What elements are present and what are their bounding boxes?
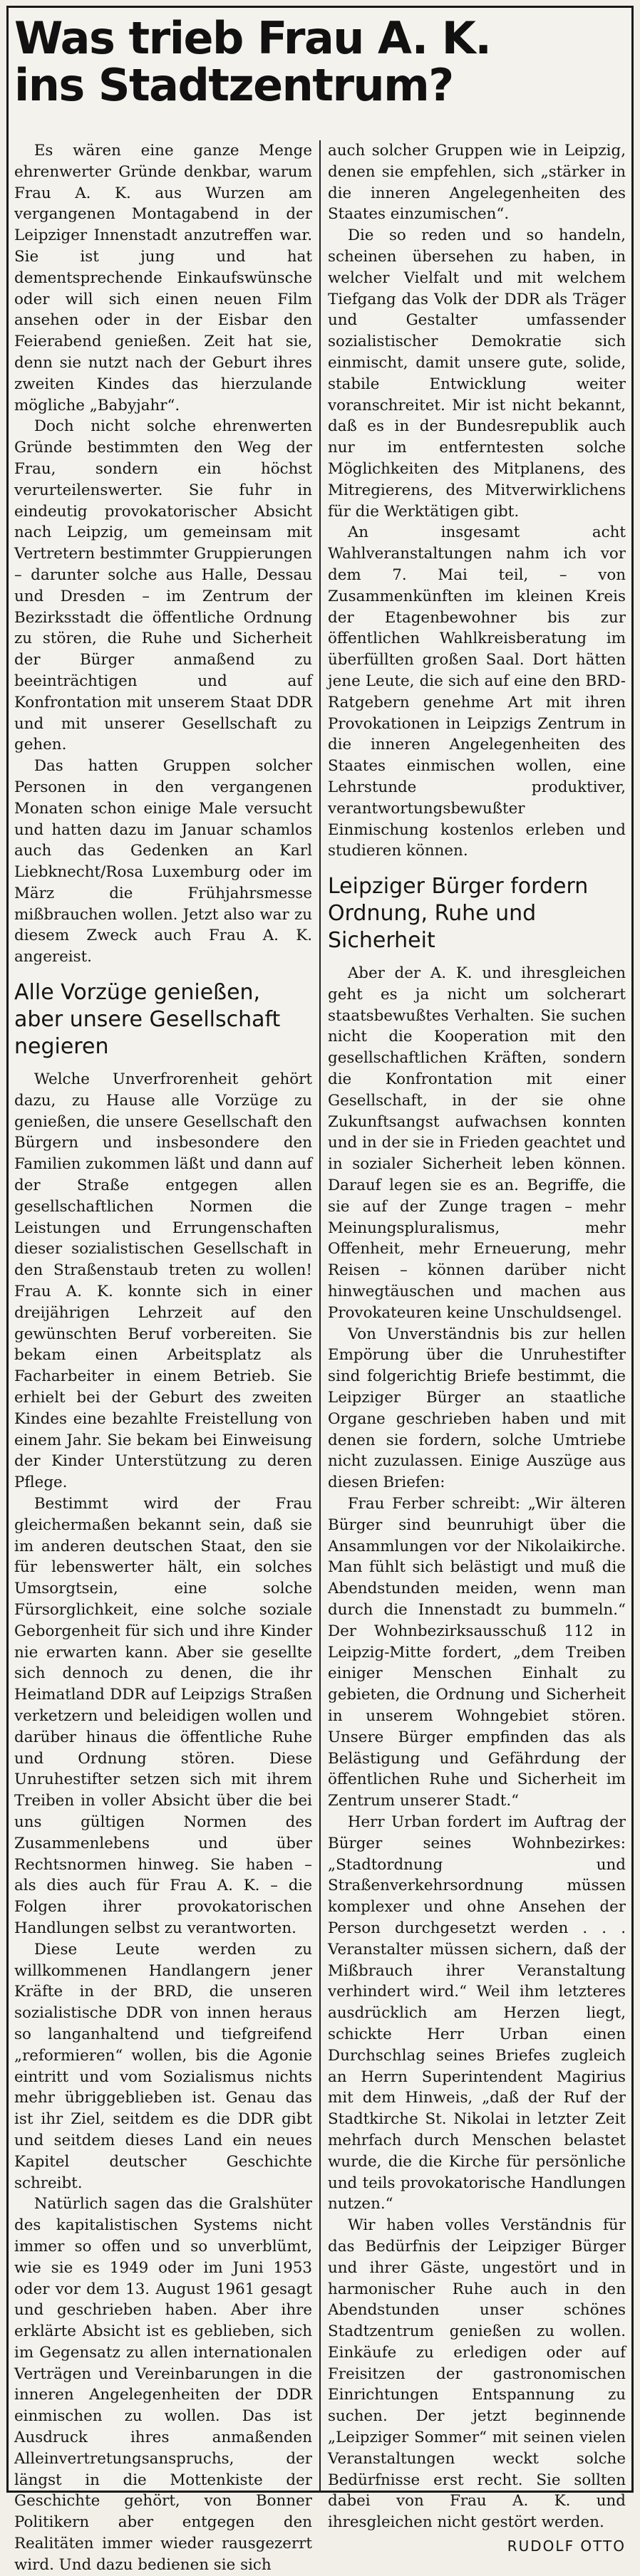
headline-line-2: ins Stadtzentrum? <box>14 59 453 111</box>
article-body <box>14 140 626 2574</box>
paragraph: auch solcher Gruppen wie in Leipzig, denen sie empfehlen, sich „stärker in die inneren Angelegenheiten des Staates einzumischen“. <box>328 142 626 224</box>
right-column <box>328 140 626 2555</box>
paragraph: Herr Urban fordert im Auftrag der Bürger seines Wohnbezirkes: „Stadtordnung und Straßenverkehrsordnung müssen komplexer und ohne Ansehen der Person durchgesetzt werden . . . Veranstalter müssen sichern, daß der Mißbrauch ihrer Veranstaltung verhindert wird.“ Weil ihm letzteres ausdrücklich am Herzen liegt, schickte Herr Urban einen Durchschlag seines Briefes zugleich an Herrn Superintendent Magirius mit dem Hinweis, „daß der Ruf der Stadtkirche St. Nikolai in letzter Zeit mehrfach durch Menschen belastet wurde, die die Kirche für persönliche und teils provokatorische Handlungen nutzen.“ <box>328 1813 626 2213</box>
headline <box>14 12 631 111</box>
paragraph: Von Unverständnis bis zur hellen Empörung über die Unruhestifter sind folgerichtig Briefe bestimmt, die Leipziger Bürger an staatliche Organe geschrieben haben und mit denen sie fordern, solche Umtriebe nicht zuzulassen. Einige Auszüge aus diesen Briefen: <box>328 1325 626 1492</box>
column-divider <box>319 140 321 2491</box>
paragraph: Welche Unverfrorenheit gehört dazu, zu Hause alle Vorzüge zu genießen, die unsere Gesellschaft den Bürgern und insbesondere den Familien zukommen läßt und dann auf der Straße entgegen allen gesellschaftlichen Normen die Leistungen und Errungenschaften dieser sozialistischen Gesellschaft in den Straßenstaub treten zu wollen! Frau A. K. konnte sich in einer dreijährigen Lehrzeit auf den gewünschten Beruf vorbereiten. Sie bekam einen Arbeitsplatz als Facharbeiter in einem Betrieb. Sie erhielt bei der Geburt des zweiten Kindes eine bezahlte Freistellung von einem Jahr. Sie bekam bei Einweisung der Kinder Unterstützung zu deren Pflege. <box>14 1070 312 1492</box>
paragraph: Wir haben volles Verständnis für das Bedürfnis der Leipziger Bürger und ihrer Gäste, ungestört und in harmonischer Ruhe auch in den Abendstunden unser schönes Stadtzentrum genießen zu wollen. Einkäufe zu erledigen oder auf Freisitzen der gastronomischen Einrichtungen Entspannung zu suchen. Der jetzt beginnende „Leipziger Sommer“ mit seinen vielen Veranstaltungen weckt solche Bedürfnisse erst recht. Sie sollten dabei von Frau A. K. und ihresgleichen nicht gestört werden. <box>328 2216 626 2532</box>
paragraph: Natürlich sagen das die Gralshüter des kapitalistischen Systems nicht immer so offen und so unverblümt, wie sie es 1949 oder im Juni 1953 oder vor dem 13. August 1961 gesagt und geschrieben haben. Aber ihre erklärte Absicht ist es geblieben, sich im Gegensatz zu allen internationalen Verträgen und Vereinbarungen in die inneren Angelegenheiten der DDR einmischen zu wollen. Das ist Ausdruck ihres anmaßenden Alleinvertretungsanspruchs, der längst in die Mottenkiste der Geschichte gehört, von Bonner Politikern aber entgegen den Realitäten immer wieder rausgezerrt wird. Und dazu bedienen sie sich <box>14 2195 312 2574</box>
author-byline: RUDOLF OTTO <box>507 2538 626 2555</box>
paragraph: An insgesamt acht Wahlveranstaltungen nahm ich vor dem 7. Mai teil, – von Zusammenkünften im kleinen Kreis der Etagenbewohner bis zur öffentlichen Wahlkreisberatung im überfüllten großen Saal. Dort hätten jene Leute, die sich auf eine den BRD-Ratgebern genehme Art mit ihren Provokationen in Leipzigs Zentrum in die inneren Angelegenheiten des Staates einmischen wollen, eine Lehrstunde produktiver, verantwortungsbewußter Einmischung kostenlos erleben und studieren können. <box>328 523 626 860</box>
paragraph: Frau Ferber schreibt: „Wir älteren Bürger sind beunruhigt über die Ansammlungen vor der Nikolaikirche. Man fühlt sich belästigt und muß die Abendstunden meiden, wenn man durch die Innenstadt zu bummeln.“ Der Wohnbezirksausschuß 112 in Leipzig-Mitte fordert, „dem Treiben einiger Menschen Einhalt zu gebieten, die Ordnung und Sicherheit in unserem Wohngebiet stören. Unsere Bürger empfinden das als Belästigung und Gefährdung der öffentlichen Ruhe und Sicherheit im Zentrum unserer Stadt.“ <box>328 1495 626 1810</box>
paragraph: Die so reden und so handeln, scheinen übersehen zu haben, in welcher Vielfalt und mit welchem Tiefgang das Volk der DDR als Träger und Gestalter umfassender sozialistischer Demokratie sich einmischt, damit unsere gute, solide, stabile Entwicklung weiter voranschreitet. Mir ist nicht bekannt, daß es in der Bundesrepublik auch nur im entferntesten solche Möglichkeiten des Mitplanens, des Mitregierens, des Mitverwirklichens für die Werktätigen gibt. <box>328 226 626 521</box>
paragraph: Aber der A. K. und ihresgleichen geht es ja nicht um solcherart staatsbewußtes Verhalten. Sie suchen nicht die Kooperation mit den gesellschaftlichen Kräften, sondern die Konfrontation mit einer Gesellschaft, in der sie ohne Zukunftsangst aufwachsen konnten und in der sie in Frieden geachtet und in sozialer Sicherheit leben können. Darauf legen sie es an. Begriffe, die sie auf der Zunge tragen – mehr Meinungspluralismus, mehr Offenheit, mehr Erneuerung, mehr Reisen – können darüber nicht hinwegtäuschen und machen aus Provokateuren keine Unschuldsengel. <box>328 964 626 1322</box>
left-column <box>14 140 312 2574</box>
newspaper-clipping <box>6 6 634 2574</box>
subheading: Alle Vorzüge genießen, aber unsere Gesellschaft negieren <box>14 980 281 1060</box>
paragraph: Das hatten Gruppen solcher Personen in den vergangenen Monaten schon einige Male versucht und hatten dazu im Januar schamlos auch das Gedenken an Karl Liebknecht/Rosa Luxemburg oder im März die Frühjahrsmesse mißbrauchen wollen. Jetzt also war zu diesem Zweck auch Frau A. K. angereist. <box>14 757 312 966</box>
paragraph: Es wären eine ganze Menge ehrenwerter Gründe denkbar, warum Frau A. K. aus Wurzen am vergangenen Montagabend in der Leipziger Innenstadt anzutreffen war. Sie ist jung und hat dementsprechende Einkaufswünsche oder will sich einen neuen Film ansehen oder in der Eisbar den Feierabend genießen. Zeit hat sie, denn sie nutzt nach der Geburt ihres zweiten Kindes das hierzulande mögliche „Babyjahr“. <box>14 142 312 414</box>
paragraph: Bestimmt wird der Frau gleichermaßen bekannt sein, daß sie im anderen deutschen Staat, den sie für lebenswerter hält, ein solches Umsorgtsein, eine solche Fürsorglichkeit, eine solche soziale Geborgenheit für sich und ihre Kinder nie erwarten kann. Aber sie gesellte sich dennoch zu denen, die ihr Heimatland DDR auf Leipzigs Straßen verketzern und beleidigen wollen und darüber hinaus die öffentliche Ruhe und Ordnung stören. Diese Unruhestifter setzen sich mit ihrem Treiben in voller Absicht über die bei uns gültigen Normen des Zusammenlebens und über Rechtsnormen hinweg. Sie haben – als dies auch für Frau A. K. – die Folgen ihrer provokatorischen Handlungen selbst zu verantworten. <box>14 1495 312 1937</box>
paragraph: Doch nicht solche ehrenwerten Gründe bestimmten den Weg der Frau, sondern ein höchst verurteilenswerter. Sie fuhr in eindeutig provokatorischer Absicht nach Leipzig, um gemeinsam mit Vertretern bestimmter Gruppierungen – darunter solche aus Halle, Dessau und Dresden – im Zentrum der Bezirksstadt die öffentliche Ordnung zu stören, die Ruhe und Sicherheit der Bürger anmaßend zu beeinträchtigen und auf Konfrontation mit unserem Staat DDR und mit unserer Gesellschaft zu gehen. <box>14 417 312 754</box>
paragraph: Diese Leute werden zu willkommenen Handlangern jener Kräfte in der BRD, die unseren sozialistische DDR von innen heraus so langanhaltend und tiefgreifend „reformieren“ wollen, bis die Agonie eintritt und vom Sozialismus nichts mehr übriggeblieben ist. Genau das ist ihr Ziel, seitdem es die DDR gibt und seitdem dieses Land ein neues Kapitel deutscher Geschichte schreibt. <box>14 1940 312 2192</box>
subheading: Leipziger Bürger fordern Ordnung, Ruhe und Sicherheit <box>328 874 589 954</box>
headline-line-1: Was trieb Frau A. K. <box>14 12 491 64</box>
